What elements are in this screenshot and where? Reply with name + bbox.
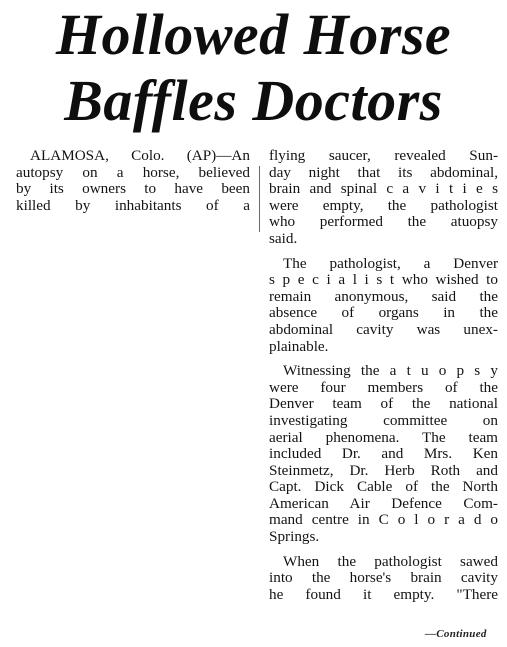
paragraph-line: remain anonymous, said the	[269, 287, 498, 305]
paragraph-line: Springs.	[269, 528, 320, 546]
lead-paragraph	[16, 148, 250, 214]
paragraph-line: absence of organs in the	[269, 304, 498, 322]
paragraph-witnesses	[269, 363, 498, 546]
paragraph-line: were four members of the	[269, 378, 498, 396]
paragraph-line: autopsy on a horse, believed	[16, 163, 250, 181]
paragraph-line: investigating committee on	[269, 411, 498, 429]
paragraph-line: he found it empty. "There	[269, 585, 498, 603]
paragraph-line: Steinmetz, Dr. Herb Roth and	[269, 461, 498, 479]
paragraph-line: American Air Defence Com-	[269, 494, 498, 512]
paragraph-line: included Dr. and Mrs. Ken	[269, 445, 498, 463]
paragraph-line: flying saucer, revealed Sun-	[269, 147, 498, 164]
paragraph-brain-cavity	[269, 554, 498, 604]
paragraph-line: The pathologist, a Denver	[283, 254, 498, 272]
paragraph-line: who performed the atuopsy	[269, 213, 498, 231]
headline-line-2: Baffles Doctors	[64, 68, 443, 133]
paragraph-line: by its owners to have been	[16, 180, 250, 198]
headline-line-1: Hollowed Horse	[55, 2, 452, 67]
right-column	[269, 148, 498, 611]
paragraph-line: Witnessing the a t u o p s y	[283, 362, 498, 380]
paragraph-line: mand centre in C o l o r a d o	[269, 511, 498, 529]
paragraph-line: abdominal cavity was unex-	[269, 320, 498, 338]
paragraph-line: ALAMOSA, Colo. (AP)—An	[30, 147, 250, 164]
paragraph-line: were empty, the pathologist	[269, 196, 498, 214]
paragraph-line: day night that its abdominal,	[269, 163, 498, 181]
paragraph-line: said.	[269, 229, 298, 247]
paragraph-line: Denver team of the national	[269, 395, 498, 413]
paragraph-line: Capt. Dick Cable of the North	[269, 478, 498, 496]
paragraph-line: killed by inhabitants of a	[16, 196, 250, 214]
paragraph-continuation	[269, 148, 498, 248]
paragraph-line: into the horse's brain cavity	[269, 569, 498, 587]
left-column	[16, 148, 250, 222]
paragraph-pathologist	[269, 256, 498, 356]
continued-label: —Continued	[425, 628, 487, 640]
paragraph-line: brain and spinal c a v i t i e s	[269, 180, 498, 198]
paragraph-line: aerial phenomena. The team	[269, 428, 498, 446]
paragraph-line: s p e c i a l i s t who wished to	[269, 271, 498, 289]
column-divider	[259, 166, 260, 232]
paragraph-line: plainable.	[269, 337, 329, 355]
paragraph-line: When the pathologist sawed	[283, 552, 498, 570]
